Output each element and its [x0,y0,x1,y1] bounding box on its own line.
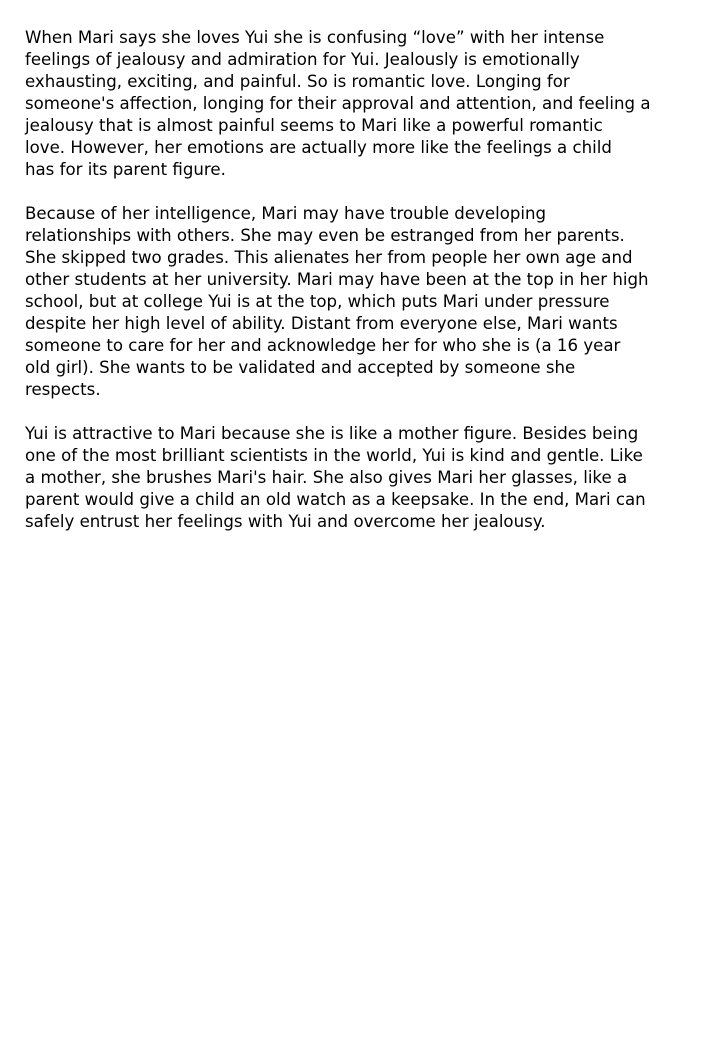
paragraph-intelligence-isolation: Because of her intelligence, Mari may have trouble developing relationships with others. She may even be estranged from her parents. She skipped two grades. This alienates her from people her own age and other students at her university. Mari may have been at the top in her high school, but at college Yui is at the top, which puts Mari under pressure despite her high level of ability. Distant from everyone else, Mari wants someone to care for her and acknowledge her for who she is (a 16 year old girl). She wants to be validated and accepted by someone she respects. [25,204,649,399]
document-body [25,27,705,555]
paragraph-love-vs-jealousy: When Mari says she loves Yui she is confusing “love” with her intense feelings of jealousy and admiration for Yui. Jealously is emotionally exhausting, exciting, and painful. So is romantic love. Longing for someone's affection, longing for their approval and attention, and feeling a jealousy that is almost painful seems to Mari like a powerful romantic love. However, her emotions are actually more like the feelings a child has for its parent figure. [25,28,651,179]
paragraph-mother-figure: Yui is attractive to Mari because she is like a mother figure. Besides being one of the most brilliant scientists in the world, Yui is kind and gentle. Like a mother, she brushes Mari's hair. She also gives Mari her glasses, like a parent would give a child an old watch as a keepsake. In the end, Mari can safely entrust her feelings with Yui and overcome her jealousy. [25,424,646,531]
